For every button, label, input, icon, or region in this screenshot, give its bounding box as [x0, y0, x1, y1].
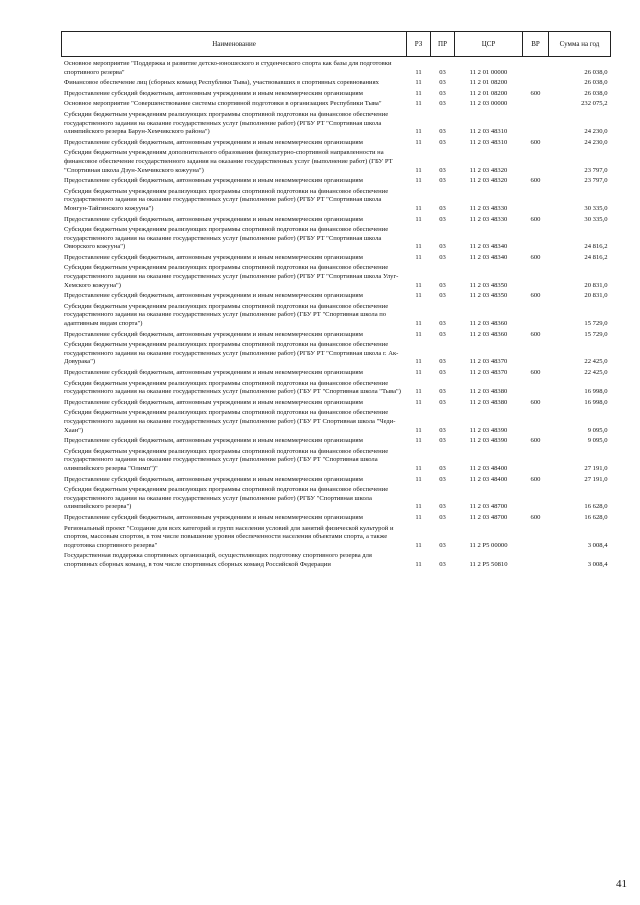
table-row	[62, 187, 611, 215]
table-row	[62, 78, 611, 89]
row-rz: 11	[415, 292, 422, 300]
row-rz: 11	[415, 243, 422, 251]
row-rz: 11	[415, 128, 422, 136]
row-pr: 03	[439, 243, 446, 251]
row-name: Субсидии бюджетным учреждениям реализующих программы спортивной подготовки на финансовое обеспечение государственного задания на оказание государственных услуг (выполнение работ) (ГБУ РТ Спортивная школа "Чеди-Хаан")	[64, 409, 396, 434]
row-sum: 3 008,4	[587, 541, 608, 549]
row-sum: 22 425,0	[584, 358, 608, 366]
row-vr	[523, 187, 549, 215]
row-pr: 03	[439, 138, 446, 146]
row-pr: 03	[439, 292, 446, 300]
row-name: Субсидии бюджетным учреждениям реализующих программы спортивной подготовки на финансовое обеспечение государственного задания на оказание государственных услуг (выполнение работ) (ГБУ РТ "Спортивная школа "Тыва")	[64, 379, 401, 396]
row-pr: 03	[439, 358, 446, 366]
header-vr: ВР	[523, 32, 549, 57]
row-rz: 11	[415, 398, 422, 406]
page-number: 41	[616, 878, 627, 890]
row-pr: 03	[439, 503, 446, 511]
row-csr: 11 2 03 48380	[469, 398, 508, 406]
row-csr: 11 2 03 48340	[469, 253, 508, 261]
row-pr: 03	[439, 330, 446, 338]
row-rz: 11	[415, 253, 422, 261]
row-name: Предоставление субсидий бюджетным, автономным учреждениям и иным некоммерческим организациям	[64, 215, 363, 223]
row-csr: 11 2 03 48330	[469, 204, 508, 212]
row-name: Основное мероприятие "Совершенствование системы спортивной подготовки в организациях Республики Тыва"	[64, 100, 382, 108]
row-vr	[523, 379, 549, 398]
row-pr: 03	[439, 253, 446, 261]
row-rz: 11	[415, 437, 422, 445]
row-name: Предоставление субсидий бюджетным, автономным учреждениям и иным некоммерческим организациям	[64, 177, 363, 185]
table-row	[62, 513, 611, 524]
row-vr	[523, 447, 549, 475]
table-row	[62, 110, 611, 138]
row-csr: 11 2 01 00000	[469, 68, 508, 76]
table-row	[62, 379, 611, 398]
row-rz: 11	[415, 464, 422, 472]
row-name: Субсидии бюджетным учреждениям реализующих программы спортивной подготовки на финансовое обеспечение государственного задания на оказание государственных услуг (выполнение работ) (РГБУ РТ "Спортивная школа Монгун-Тайгинского кожууна")	[64, 187, 389, 212]
row-rz: 11	[415, 541, 422, 549]
row-csr: 11 2 03 48700	[469, 503, 508, 511]
row-rz: 11	[415, 426, 422, 434]
row-name: Предоставление субсидий бюджетным, автономным учреждениям и иным некоммерческим организациям	[64, 138, 363, 146]
row-pr: 03	[439, 541, 446, 549]
row-pr: 03	[439, 437, 446, 445]
row-pr: 03	[439, 128, 446, 136]
row-sum: 16 998,0	[584, 388, 608, 396]
budget-table	[61, 31, 611, 570]
row-csr: 11 2 03 48310	[469, 138, 508, 146]
row-csr: 11 2 03 48390	[469, 437, 508, 445]
table-row	[62, 89, 611, 100]
table-row	[62, 148, 611, 176]
row-pr: 03	[439, 100, 446, 108]
row-sum: 15 729,0	[584, 330, 608, 338]
row-name: Субсидии бюджетным учреждениям реализующих программы спортивной подготовки на финансовое обеспечение государственного задания на оказание государственных услуг (выполнение работ) (РГБУ РТ "Спортивная школа г. Ак-Довурака")	[64, 341, 399, 366]
row-name: Предоставление субсидий бюджетным, автономным учреждениям и иным некоммерческим организациям	[64, 89, 363, 97]
row-name: Предоставление субсидий бюджетным, автономным учреждениям и иным некоммерческим организациям	[64, 330, 363, 338]
table-row	[62, 398, 611, 409]
row-vr: 600	[530, 177, 541, 185]
row-rz: 11	[415, 215, 422, 223]
table-row	[62, 302, 611, 330]
row-rz: 11	[415, 513, 422, 521]
row-rz: 11	[415, 166, 422, 174]
row-name: Предоставление субсидий бюджетным, автономным учреждениям и иным некоммерческим организациям	[64, 475, 363, 483]
row-pr: 03	[439, 369, 446, 376]
table-row	[62, 524, 611, 552]
header-pr: ПР	[431, 32, 455, 57]
row-rz: 11	[415, 281, 422, 289]
row-pr: 03	[439, 398, 446, 406]
row-rz: 11	[415, 330, 422, 338]
row-pr: 03	[439, 513, 446, 521]
row-csr: 11 2 03 48320	[469, 177, 508, 185]
row-name: Региональный проект "Создание для всех категорий и групп населения условий для занятий физической культурой и спортом, массовым спортом, в том числе повышение уровня обеспеченности населения объектами спорта, а также подготовка спортивного резерва"	[64, 524, 394, 549]
table-row	[62, 263, 611, 291]
row-sum: 27 191,0	[584, 464, 608, 472]
row-csr: 11 2 03 48320	[469, 166, 508, 174]
row-vr: 600	[530, 253, 541, 261]
row-vr	[523, 302, 549, 330]
row-csr: 11 2 01 08200	[469, 89, 508, 97]
table-row	[62, 253, 611, 264]
table-row	[62, 330, 611, 341]
row-vr	[523, 263, 549, 291]
row-csr: 11 2 P5 50810	[469, 560, 508, 568]
table-body	[62, 57, 611, 571]
row-csr: 11 2 03 48390	[469, 426, 508, 434]
row-sum: 9 095,0	[587, 426, 608, 434]
row-pr: 03	[439, 426, 446, 434]
header-rz: РЗ	[407, 32, 431, 57]
row-sum: 30 335,0	[584, 215, 608, 223]
row-name: Предоставление субсидий бюджетным, автономным учреждениям и иным некоммерческим организациям	[64, 253, 363, 261]
row-csr: 11 2 03 48360	[469, 330, 508, 338]
row-name: Основное мероприятие "Поддержка и развитие детско-юношеского и студенческого спорта как базы для подготовки спортивного резерва"	[64, 60, 392, 76]
row-csr: 11 2 03 48340	[469, 243, 508, 251]
row-name: Субсидии бюджетным учреждениям реализующих программы спортивной подготовки на финансовое обеспечение государственного задания на оказание государственных услуг (выполнение работ) (ГБУ РТ "Спортивная школа олимпийского резерва "Олимп")"	[64, 447, 389, 472]
row-sum: 20 831,0	[584, 281, 608, 289]
row-sum: 16 628,0	[584, 503, 608, 511]
row-name: Субсидии бюджетным учреждениям реализующих программы спортивной подготовки на финансовое обеспечение государственного задания на оказание государственных услуг (выполнение работ) (РГБУ РТ "Спортивная школа Улуг-Хемского кожууна")	[64, 264, 399, 289]
row-vr: 600	[530, 475, 541, 483]
row-name: Предоставление субсидий бюджетным, автономным учреждениям и иным некоммерческим организациям	[64, 398, 363, 406]
row-csr: 11 2 03 48400	[469, 475, 508, 483]
row-sum: 23 797,0	[584, 177, 608, 185]
row-rz: 11	[415, 89, 422, 97]
row-csr: 11 2 03 48330	[469, 215, 508, 223]
table-row	[62, 57, 611, 79]
row-name: Государственная поддержка спортивных организаций, осуществляющих подготовку спортивного резерва для спортивных сборных команд, в том числе спортивных сборных команд Российской Федерации	[64, 552, 372, 568]
row-name: Субсидии бюджетным учреждениям реализующих программы спортивной подготовки на финансовое обеспечение государственного задания на оказание государственных услуг (выполнение работ) (РГБУ "Спортивная школа олимпийского резерва")	[64, 486, 389, 511]
row-name: Предоставление субсидий бюджетным, автономным учреждениям и иным некоммерческим организациям	[64, 513, 363, 521]
row-vr: 600	[530, 437, 541, 445]
table-row	[62, 291, 611, 302]
row-vr: 600	[530, 215, 541, 223]
row-vr: 600	[530, 330, 541, 338]
row-csr: 11 2 01 08200	[469, 79, 508, 87]
row-name: Предоставление субсидий бюджетным, автономным учреждениям и иным некоммерческим организациям	[64, 437, 363, 445]
row-pr: 03	[439, 89, 446, 97]
row-rz: 11	[415, 369, 422, 376]
row-rz: 11	[415, 79, 422, 87]
row-vr	[523, 148, 549, 176]
table-row	[62, 475, 611, 486]
row-csr: 11 2 03 48360	[469, 320, 508, 328]
row-rz: 11	[415, 68, 422, 76]
table-row	[62, 176, 611, 187]
row-vr: 600	[530, 138, 541, 146]
row-sum: 3 008,4	[587, 560, 608, 568]
row-csr: 11 2 03 48380	[469, 388, 508, 396]
table-header-row	[62, 32, 611, 57]
row-vr: 600	[530, 398, 541, 406]
row-csr: 11 2 03 00000	[469, 100, 508, 108]
row-sum: 26 038,0	[584, 89, 608, 97]
row-pr: 03	[439, 320, 446, 328]
row-rz: 11	[415, 204, 422, 212]
row-rz: 11	[415, 138, 422, 146]
table-row	[62, 138, 611, 149]
row-sum: 24 816,2	[584, 243, 608, 251]
table-row	[62, 436, 611, 447]
row-sum: 30 335,0	[584, 204, 608, 212]
row-csr: 11 2 03 48350	[469, 292, 508, 300]
row-rz: 11	[415, 177, 422, 185]
row-sum: 24 816,2	[584, 253, 608, 261]
row-rz: 11	[415, 320, 422, 328]
row-csr: 11 2 03 48400	[469, 464, 508, 472]
row-sum: 23 797,0	[584, 166, 608, 174]
row-rz: 11	[415, 358, 422, 366]
row-vr: 600	[530, 513, 541, 521]
row-pr: 03	[439, 215, 446, 223]
row-name: Финансовое обеспечение лиц (сборных команд Республики Тыва), участвовавших в спортивных соревнованиях	[64, 79, 379, 87]
row-name: Предоставление субсидий бюджетным, автономным учреждениям и иным некоммерческим организациям	[64, 369, 363, 376]
row-sum: 16 998,0	[584, 398, 608, 406]
row-csr: 11 2 03 48310	[469, 128, 508, 136]
row-sum: 26 038,0	[584, 68, 608, 76]
row-pr: 03	[439, 166, 446, 174]
row-csr: 11 2 03 48370	[469, 358, 508, 366]
row-vr	[523, 524, 549, 552]
row-rz: 11	[415, 503, 422, 511]
row-name: Субсидии бюджетным учреждениям реализующих программы спортивной подготовки на финансовое обеспечение государственного задания на оказание государственных услуг (выполнение работ) (РГБУ РТ "Спортивная школа Овюрского кожууна")	[64, 226, 389, 251]
row-vr: 600	[530, 292, 541, 300]
row-pr: 03	[439, 79, 446, 87]
row-vr	[523, 99, 549, 110]
row-pr: 03	[439, 177, 446, 185]
row-name: Предоставление субсидий бюджетным, автономным учреждениям и иным некоммерческим организациям	[64, 292, 363, 300]
row-pr: 03	[439, 281, 446, 289]
table-row	[62, 99, 611, 110]
table-row	[62, 215, 611, 226]
row-name: Субсидии бюджетным учреждениям реализующих программы спортивной подготовки на финансовое обеспечение государственного задания на оказание государственных услуг (выполнение работ) (ГБУ РТ "Спортивная школа по адаптивным видам спорта")	[64, 302, 389, 328]
row-rz: 11	[415, 100, 422, 108]
row-vr	[523, 340, 549, 368]
table-row	[62, 551, 611, 570]
row-csr: 11 2 P5 00000	[469, 541, 508, 549]
table-row	[62, 340, 611, 368]
table-row	[62, 447, 611, 475]
table-row	[62, 225, 611, 253]
row-pr: 03	[439, 475, 446, 483]
row-sum: 24 230,0	[584, 128, 608, 136]
table-row	[62, 368, 611, 379]
row-rz: 11	[415, 560, 422, 568]
row-name: Субсидии бюджетным учреждениям дополнительного образования физкультурно-спортивной направленности на финансовое обеспечение государственного задания на оказание государственных услуг (выполнение работ) (ГБУ РТ "Спортивная школа Дзун-Хемчикского кожууна")	[64, 149, 393, 174]
header-csr: ЦСР	[455, 32, 523, 57]
row-csr: 11 2 03 48370	[469, 369, 508, 376]
row-csr: 11 2 03 48350	[469, 281, 508, 289]
row-vr	[523, 78, 549, 89]
row-pr: 03	[439, 464, 446, 472]
row-rz: 11	[415, 388, 422, 396]
row-pr: 03	[439, 68, 446, 76]
row-sum: 20 831,0	[584, 292, 608, 300]
row-sum: 15 729,0	[584, 320, 608, 328]
row-sum: 24 230,0	[584, 138, 608, 146]
row-vr	[523, 551, 549, 570]
row-pr: 03	[439, 204, 446, 212]
row-sum: 9 095,0	[587, 437, 608, 445]
row-vr: 600	[530, 89, 541, 97]
row-sum: 26 038,0	[584, 79, 608, 87]
row-sum: 16 628,0	[584, 513, 608, 521]
row-rz: 11	[415, 475, 422, 483]
header-sum: Сумма на год	[549, 32, 611, 57]
budget-table-sheet	[61, 31, 610, 570]
table-row	[62, 408, 611, 436]
row-sum: 22 425,0	[584, 369, 608, 376]
row-vr	[523, 408, 549, 436]
row-sum: 27 191,0	[584, 475, 608, 483]
row-vr: 600	[530, 369, 541, 376]
row-name: Субсидии бюджетным учреждениям реализующих программы спортивной подготовки на финансовое обеспечение государственного задания на оказание государственных услуг (выполнение работ) (РГБУ РТ "Спортивная школа олимпийского резерва Барун-Хемчикского района")	[64, 110, 389, 136]
row-sum: 232 075,2	[581, 100, 608, 108]
row-vr	[523, 110, 549, 138]
row-vr	[523, 225, 549, 253]
table-row	[62, 485, 611, 513]
header-name: Наименование	[62, 32, 407, 57]
row-vr	[523, 485, 549, 513]
row-pr: 03	[439, 388, 446, 396]
row-pr: 03	[439, 560, 446, 568]
row-vr	[523, 57, 549, 79]
row-csr: 11 2 03 48700	[469, 513, 508, 521]
